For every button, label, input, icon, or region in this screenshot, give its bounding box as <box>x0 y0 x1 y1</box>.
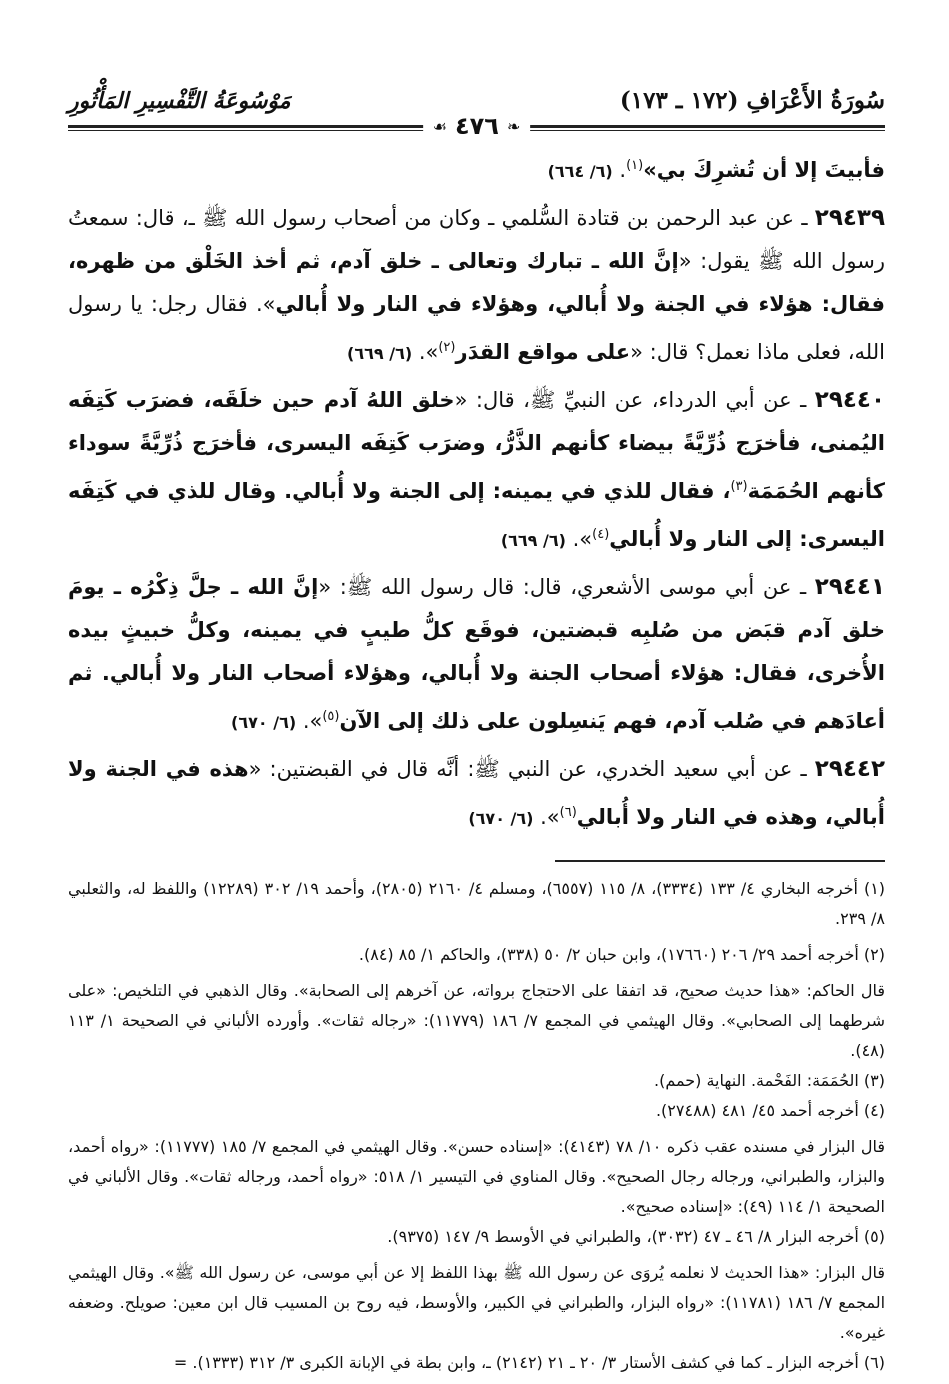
hadith-text: ، فقال للذي في يمينه: إلى الجنة ولا أُبالي. وقال للذي في كَتِفَه اليسرى: إلى النار ولا أُبالي <box>68 479 885 551</box>
hadith-text: إنَّ الله ـ جلَّ ذِكْرُه ـ يومَ خلق آدم قبَض من صُلبِه قبضتين، فوقَع كلُّ طيبٍ في يمينه، وكلُّ خبيثٍ بيده الأُخرى، فقال: هؤلاء أصحاب الجنة ولا أُبالي، وهؤلاء أصحاب النار ولا أُبالي. ثم أعادَهم في صُلب آدم، فهم يَنسِلون على ذلك إلى الآن <box>68 575 885 733</box>
hadith-number: ٢٩٤٤١ <box>814 574 885 600</box>
footnote: (٢) أخرجه أحمد ٢٩/ ٢٠٦ (١٧٦٦٠)، وابن حبان ٢/ ٥٠ (٣٣٨)، والحاكم ١/ ٨٥ (٨٤). <box>358 945 885 964</box>
series-title: مَوْسُوعَةُ التَّفْسِيرِ المَأْثُورِ <box>68 88 291 114</box>
hadith-text: هذه في الجنة ولا أُبالي، وهذه في النار ولا أُبالي <box>68 757 885 829</box>
paragraph: ٢٩٤٤١ ـ عن أبي موسى الأشعري، قال: قال رسول الله ﷺ: «إنَّ الله ـ جلَّ ذِكْرُه ـ يومَ خلق آدم قبَض من صُلبِه قبضتين، فوقَع كلُّ طيبٍ في يمينه، وكلُّ خبيثٍ بيده الأُخرى، فقال: هؤلاء أصحاب الجنة ولا أُبالي، وهؤلاء أصحاب النار ولا أُبالي. ثم أعادَهم في صُلب آدم، فهم يَنسِلون على ذلك إلى الآن$^{(٥)}$». (٦/ ٦٧٠) <box>68 574 885 733</box>
footnote-mark[interactable]: (٦) <box>559 805 577 820</box>
footnote-mark[interactable]: (٤) <box>592 527 610 542</box>
paragraph: ٢٩٤٤٠ ـ عن أبي الدرداء، عن النبيِّ ﷺ، قال: «خلق اللهُ آدم حين خلَقَه، فضرَب كَتِفَه اليُمنى، فأخرَج ذُرِّيَّةً بيضاء كأنهم الذَّرُّ، وضرَب كَتِفَه اليسرى، فأخرَج ذُرِّيَّةً سوداء كأنهم الحُمَمَة$^{(٣)}$، فقال للذي في يمينه: إلى الجنة ولا أُبالي. وقال للذي في كَتِفَه اليسرى: إلى النار ولا أُبالي$^{(٤)}$». (٦/ ٦٦٩) <box>68 387 885 551</box>
ornament-icon: ❧ <box>506 116 521 136</box>
footnote-commentary: قال البزار في مسنده عقب ذكره ١٠/ ٧٨ (٤١٤٣): «إسناده حسن». وقال الهيثمي في المجمع ٧/ ١٨٥ (١١٧٧٧): «رواه أحمد، والبزار، والطبراني، ورجاله رجال الصحيح». وقال المناوي في التيسير ١/ ٥١٨: «رواه أحمد، ورجاله ثقات». وقال الألباني في الصحيحة ١/ ١١٤ (٤٩): «إسناده صحيح». <box>68 1137 886 1216</box>
hadith-text: فأبيتَ إلا أن تُشرِكَ بي» <box>643 158 885 182</box>
narration-chain: ـ عن أبي الدرداء، عن النبيِّ ﷺ، قال: « <box>454 388 815 412</box>
narration-chain: ـ عن أبي سعيد الخدري، عن النبي ﷺ: أنَّه قال في القبضتين: « <box>248 757 815 781</box>
narration-chain: ـ عن أبي موسى الأشعري، قال: قال رسول الله ﷺ: « <box>318 575 815 599</box>
volume-reference: (٦/ ٦٧٠) <box>468 809 534 828</box>
volume-reference: (٦/ ٦٦٩) <box>500 531 566 550</box>
page-number: ٤٧٦ <box>454 112 499 140</box>
footnote-separator <box>555 860 885 862</box>
footnote-mark[interactable]: (٣) <box>730 479 748 494</box>
hadith-text: على مواقع القدَر <box>455 340 631 364</box>
footnote: (٤) أخرجه أحمد ٤٥/ ٤٨١ (٢٧٤٨٨). <box>655 1101 885 1120</box>
footnote-mark[interactable]: (٢) <box>438 340 456 355</box>
page-header <box>68 66 885 114</box>
hadith-number: ٢٩٤٤٠ <box>814 387 885 413</box>
footnote-mark[interactable]: (٥) <box>322 709 340 724</box>
footnotes <box>68 874 885 1378</box>
volume-reference: (٦/ ٦٦٤) <box>547 162 613 181</box>
footnote: (١) أخرجه البخاري ٤/ ١٣٣ (٣٣٣٤)، ٨/ ١١٥ (٦٥٥٧)، ومسلم ٤/ ٢١٦٠ (٢٨٠٥)، وأحمد ١٩/ ٣٠٢ (١٢٢٨٩) واللفظ له، والثعلبي ٨/ ٢٣٩. <box>68 879 886 928</box>
footnote: (٥) أخرجه البزار ٨/ ٤٦ ـ ٤٧ (٣٠٣٢)، والطبراني في الأوسط ٩/ ١٤٧ (٩٣٧٥). <box>387 1227 885 1246</box>
footnote: (٦) أخرجه البزار ـ كما في كشف الأستار ٣/ ٢٠ ـ ٢١ (٢١٤٢) ـ، وابن بطة في الإبانة الكبرى ٣/ ٣١٢ (١٣٣٣). = <box>173 1353 885 1372</box>
hadith-number: ٢٩٤٤٢ <box>814 756 885 782</box>
hadith-number: ٢٩٤٣٩ <box>814 205 885 231</box>
footnote: (٣) الحُمَمَة: الفَحْمة. النهاية (حمم). <box>654 1071 885 1090</box>
footnote-commentary: قال البزار: «هذا الحديث لا نعلمه يُروَى عن رسول الله ﷺ بهذا اللفظ إلا عن أبي موسى، عن رسول الله ﷺ». وقال الهيثمي المجمع ٧/ ١٨٦ (١١٧٨١): «رواه البزار، والطبراني في الكبير، والأوسط، فيه روح بن المسيب قال ابن معين: صويلح. وضعفه غيره». <box>68 1263 886 1342</box>
paragraph: ٢٩٤٣٩ ـ عن عبد الرحمن بن قتادة السُّلمي ـ وكان من أصحاب رسول الله ﷺ ـ، قال: سمعتُ رسول الله ﷺ يقول: «إنَّ الله ـ تبارك وتعالى ـ خلق آدم، ثم أخذ الخَلْق من ظهره، فقال: هؤلاء في الجنة ولا أُبالي، وهؤلاء في النار ولا أُبالي». فقال رجل: يا رسول الله، فعلى ماذا نعمل؟ قال: «على مواقع القدَر$^{(٢)}$». (٦/ ٦٦٩) <box>68 205 885 364</box>
volume-reference: (٦/ ٦٧٠) <box>231 713 297 732</box>
paragraph: فأبيتَ إلا أن تُشرِكَ بي»$^{(١)}$. (٦/ ٦٦٤) <box>547 158 885 182</box>
narration-text: ». فقال رجل: يا رسول الله، فعلى ماذا نعمل؟ قال: « <box>68 292 885 364</box>
hadith-text: خلق اللهُ آدم حين خلَقَه، فضرَب كَتِفَه اليُمنى، فأخرَج ذُرِّيَّةً بيضاء كأنهم الذَّرُّ، وضرَب كَتِفَه اليسرى، فأخرَج ذُرِّيَّةً سوداء كأنهم الحُمَمَة <box>68 388 885 503</box>
main-text <box>68 144 885 840</box>
paragraph: ٢٩٤٤٢ ـ عن أبي سعيد الخدري، عن النبي ﷺ: أنَّه قال في القبضتين: «هذه في الجنة ولا أُبالي، وهذه في النار ولا أُبالي$^{(٦)}$». (٦/ ٦٧٠) <box>68 756 885 829</box>
narration-chain: ـ عن عبد الرحمن بن قتادة السُّلمي ـ وكان من أصحاب رسول الله ﷺ ـ، قال: سمعتُ رسول الله ﷺ يقول: « <box>68 206 885 273</box>
hadith-text: إنَّ الله ـ تبارك وتعالى ـ خلق آدم، ثم أخذ الخَلْق من ظهره، فقال: هؤلاء في الجنة ولا أُبالي، وهؤلاء في النار ولا أُبالي <box>68 249 885 316</box>
volume-reference: (٦/ ٦٦٩) <box>347 344 413 363</box>
surah-reference: سُورَةُ الأَعْرَافِ (١٧٢ ـ ١٧٣) <box>619 87 885 114</box>
header-rule <box>68 112 885 140</box>
page-number-block <box>423 112 531 140</box>
ornament-icon: ☙ <box>432 116 447 136</box>
footnote-commentary: قال الحاكم: «هذا حديث صحيح، قد اتفقا على الاحتجاج برواته، عن آخرهم إلى الصحابة». وقال الذهبي في التلخيص: «على شرطهما إلى الصحابي». وقال الهيثمي في المجمع ٧/ ١٨٦ (١١٧٧٩): «رجاله ثقات». وأورده الألباني في الصحيحة ١/ ١١٣ (٤٨). <box>68 981 886 1060</box>
footnote-mark[interactable]: (١) <box>626 158 644 173</box>
